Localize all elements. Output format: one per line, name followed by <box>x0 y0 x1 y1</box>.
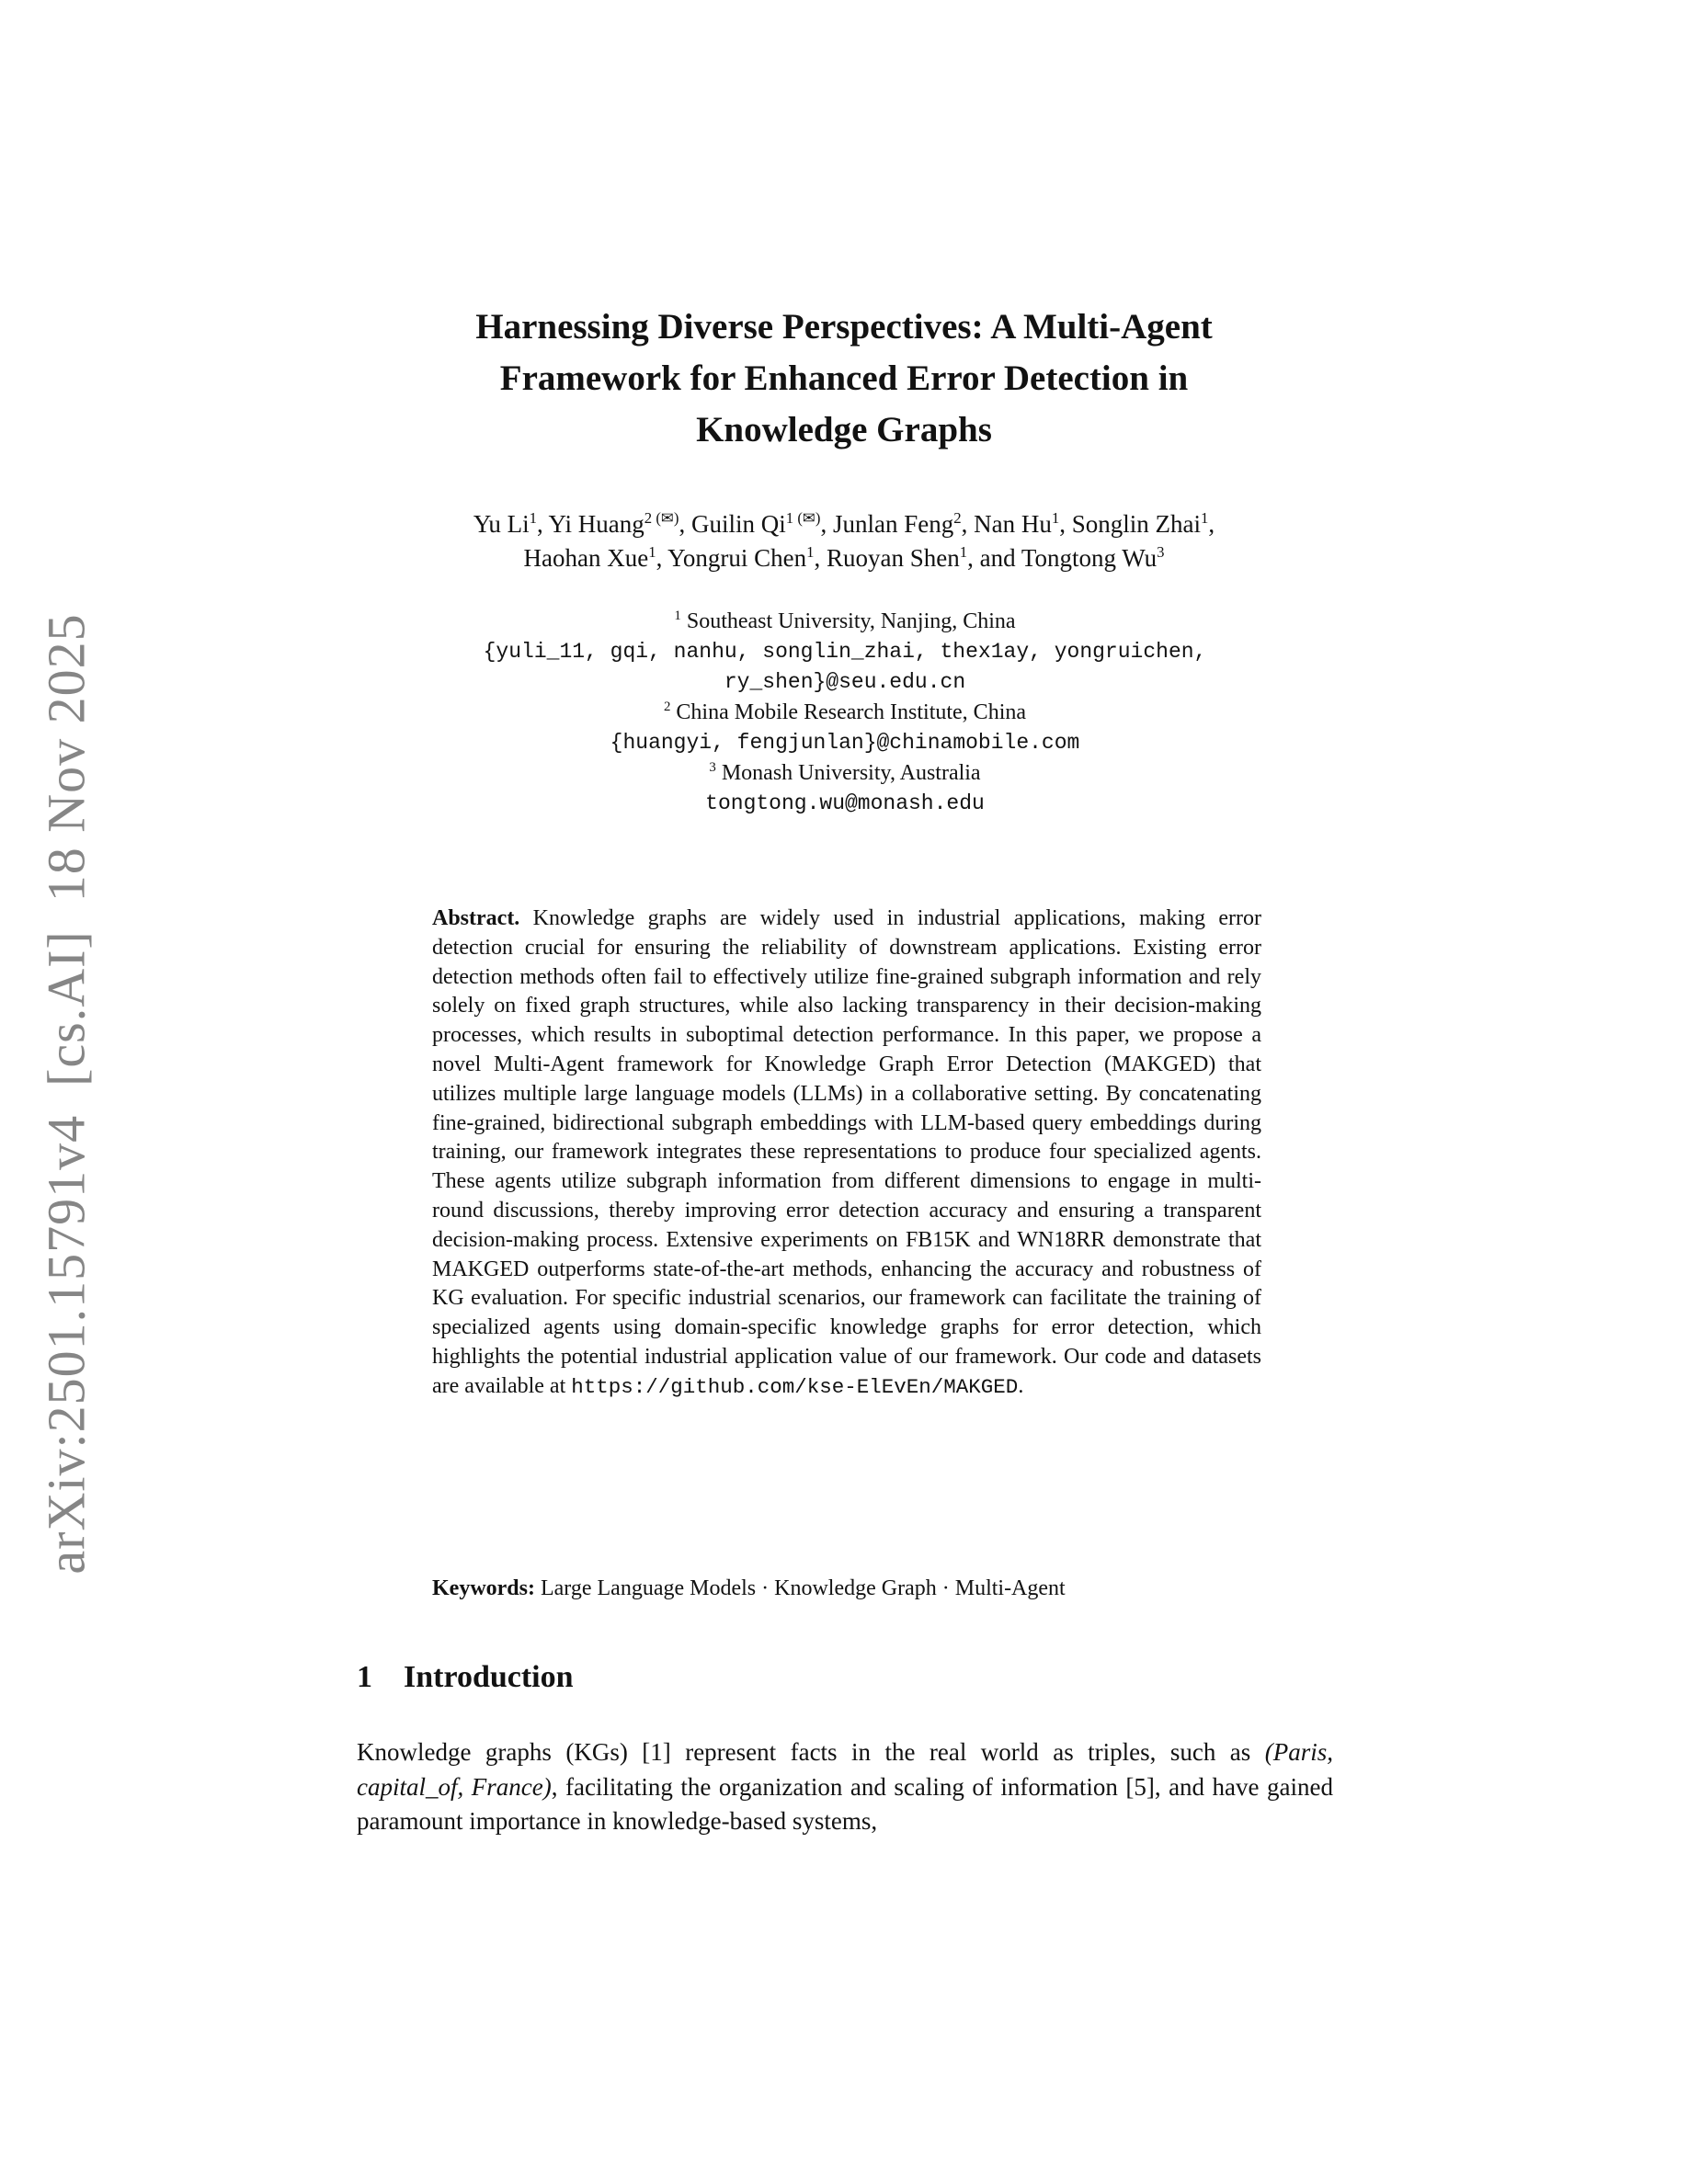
abstract-text: Knowledge graphs are widely used in industrial applications, making error detection crucial for ensuring the reliability of downstream applications. Existing error detection methods often fail to effectively utilize fine-grained subgraph information and rely solely on fixed graph structures, while also lacking transparency in their decision-making processes, which results in suboptimal detection performance. In this paper, we propose a novel Multi-Agent framework for Knowledge Graph Error Detection (MAKGED) that utilizes multiple large language models (LLMs) in a collaborative setting. By concatenating fine-grained, bidirectional subgraph embeddings with LLM-based query embeddings during training, our framework integrates these representations to produce four specialized agents. These agents utilize subgraph information from different dimensions to engage in multi-round discussions, thereby improving error detection accuracy and ensuring a transparent decision-making process. Extensive experiments on FB15K and WN18RR demonstrate that MAKGED outperforms state-of-the-art methods, enhancing the accuracy and robustness of KG evaluation. For specific industrial scenarios, our framework can facilitate the training of specialized agents using domain-specific knowledge graphs for error detection, which highlights the potential industrial application value of our framework. Our code and datasets are available at <box>432 906 1262 1398</box>
section-heading <box>357 1660 1333 1695</box>
author-affiliation-superscript: 1 <box>1051 509 1060 527</box>
author-name: Yu Li$^1$, <box>473 509 549 538</box>
affiliation-line: $^2$ China Mobile Research Institute, China <box>663 700 1027 724</box>
affiliation-block <box>357 607 1333 819</box>
keywords-line <box>432 1574 1261 1603</box>
paper-title-line: Framework for Enhanced Error Detection in <box>499 358 1189 398</box>
author-affiliation-superscript: 1 <box>1200 509 1209 527</box>
affiliation-email: {yuli_11, gqi, nanhu, songlin_zhai, thex1ay, yongruichen, <box>483 640 1207 664</box>
paper-title <box>292 301 1396 456</box>
abstract-section <box>432 904 1261 1403</box>
author-affiliation-superscript: 2 <box>644 509 653 527</box>
author-affiliation-superscript: 2 <box>953 509 962 527</box>
abstract-period: . <box>1018 1373 1024 1398</box>
keywords-label: Keywords: <box>432 1576 535 1600</box>
author-affiliation-superscript: 1 <box>806 543 815 561</box>
intro-text: , facilitating the organization and scaling of information [5], and have gained paramount importance in knowledge-based systems, <box>357 1772 1334 1835</box>
affiliation-email: tongtong.wu@monash.edu <box>705 791 985 815</box>
author-list-line-2 <box>237 541 1451 575</box>
affiliation-line: $^3$ Monash University, Australia <box>709 760 981 785</box>
email-envelope-icon: (✉) <box>652 509 679 527</box>
author-name: and Tongtong Wu$^3$ <box>979 543 1165 572</box>
section-title: Introduction <box>404 1660 574 1694</box>
intro-paragraph <box>357 1735 1333 1839</box>
author-affiliation-superscript: 1 <box>959 543 968 561</box>
affiliation-line: $^1$ Southeast University, Nanjing, China <box>674 609 1016 633</box>
author-list <box>237 507 1451 575</box>
author-name: Nan Hu$^1$, <box>974 509 1072 538</box>
email-envelope-icon: (✉) <box>793 509 821 527</box>
author-affiliation-superscript: 1 <box>529 509 538 527</box>
author-name: Yongrui Chen$^1$, <box>667 543 827 572</box>
paper-title-line: Harnessing Diverse Perspectives: A Multi-Agent <box>475 307 1213 347</box>
intro-text: Knowledge graphs (KGs) [1] represent facts in the real world as triples, such as <box>357 1738 1265 1766</box>
affiliation-number: 2 <box>663 700 671 714</box>
author-name: Guilin Qi$^1$ (✉), <box>691 509 833 538</box>
author-affiliation-superscript: 1 <box>785 509 794 527</box>
author-affiliation-superscript: 3 <box>1157 543 1165 561</box>
author-name: Songlin Zhai$^1$, <box>1071 509 1215 538</box>
affiliation-number: 3 <box>709 760 716 775</box>
affiliation-email: {huangyi, fengjunlan}@chinamobile.com <box>610 731 1080 755</box>
affiliation-number: 1 <box>674 609 681 623</box>
section-number: 1 <box>357 1660 372 1694</box>
author-list-line-1 <box>237 507 1451 541</box>
arxiv-watermark: arXiv:2501.15791v4 [cs.AI] 18 Nov 2025 <box>36 613 97 1575</box>
affiliation-email: ry_shen}@seu.edu.cn <box>724 670 966 694</box>
keywords-list: Large Language Models · Knowledge Graph · Multi-Agent <box>540 1576 1066 1600</box>
author-name: Ruoyan Shen$^1$, <box>826 543 980 572</box>
author-affiliation-superscript: 1 <box>648 543 656 561</box>
intro-italic-triple: (Paris, capital_of, France) <box>357 1738 1333 1801</box>
author-name: Yi Huang$^2$ (✉), <box>548 509 691 538</box>
paper-title-line: Knowledge Graphs <box>696 410 992 449</box>
author-name: Junlan Feng$^2$, <box>833 509 975 538</box>
github-link[interactable]: https://github.com/kse-ElEvEn/MAKGED <box>571 1374 1019 1399</box>
abstract-label: Abstract. <box>432 906 520 930</box>
author-name: Haohan Xue$^1$, <box>523 543 668 572</box>
